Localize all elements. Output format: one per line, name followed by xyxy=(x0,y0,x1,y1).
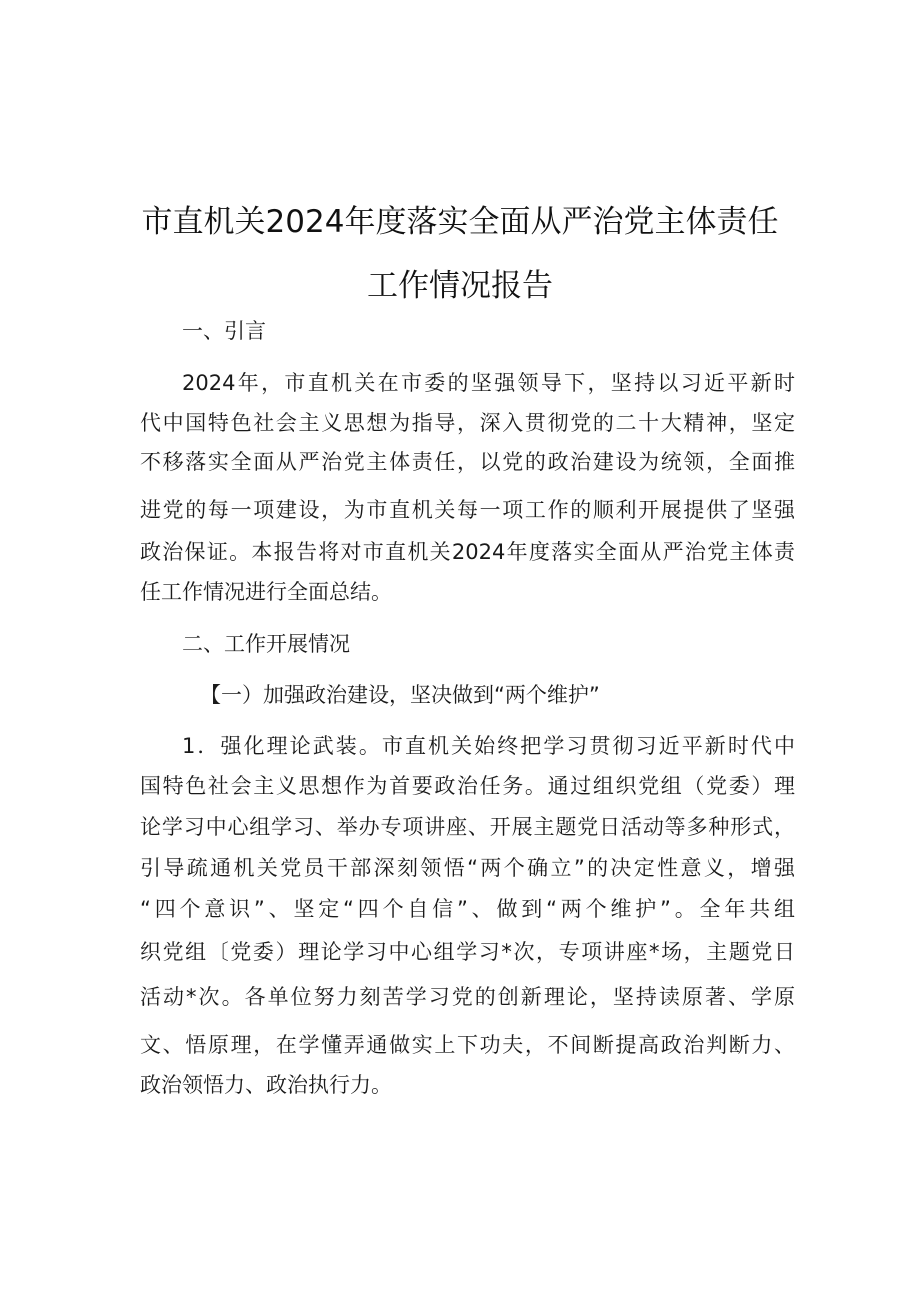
item-paragraph-line: 文、悟原理，在学懂弄通做实上下功夫，不间断提高政治判断力、 xyxy=(140,1033,795,1057)
item-paragraph-line: 论学习中心组学习、举办专项讲座、开展主题党日活动等多种形式， xyxy=(140,815,795,839)
item-paragraph-line: 政治领悟力、政治执行力。 xyxy=(140,1073,392,1097)
item-paragraph-line: 织党组〔党委）理论学习中心组学习*次，专项讲座*场，主题党日 xyxy=(140,940,795,964)
subsection-heading-political: 【一）加强政治建设，坚决做到“两个维护” xyxy=(200,683,600,707)
item-paragraph-line: 引导疏通机关党员干部深刻领悟“两个确立”的决定性意义，增强 xyxy=(140,856,795,880)
section-heading-intro: 一、引言 xyxy=(182,319,266,343)
intro-paragraph-line: 任工作情况进行全面总结。 xyxy=(140,580,392,604)
intro-paragraph-line: 2024年，市直机关在市委的坚强领导下，坚持以习近平新时 xyxy=(182,371,795,395)
item-paragraph-line: 国特色社会主义思想作为首要政治任务。通过组织党组（党委）理 xyxy=(140,774,795,798)
document-title-line-1: 市直机关2024年度落实全面从严治党主体责任 xyxy=(141,204,779,240)
item-paragraph-line: 活动*次。各单位努力刻苦学习党的创新理论，坚持读原著、学原 xyxy=(140,985,795,1009)
intro-paragraph-line: 政治保证。本报告将对市直机关2024年度落实全面从严治党主体责 xyxy=(140,540,795,564)
item-paragraph-line: 1．强化理论武装。市直机关始终把学习贯彻习近平新时代中 xyxy=(182,734,795,758)
item-paragraph-line: “四个意识”、坚定“四个自信”、做到“两个维护”。全年共组 xyxy=(140,897,795,921)
intro-paragraph-line: 进党的每一项建设，为市直机关每一项工作的顺利开展提供了坚强 xyxy=(140,498,795,522)
document-title-line-2: 工作情况报告 xyxy=(367,268,553,304)
intro-paragraph-line: 代中国特色社会主义思想为指导，深入贯彻党的二十大精神，坚定 xyxy=(140,411,795,435)
section-heading-work: 二、工作开展情况 xyxy=(182,632,350,656)
intro-paragraph-line: 不移落实全面从严治党主体责任，以党的政治建设为统领，全面推 xyxy=(140,450,795,474)
